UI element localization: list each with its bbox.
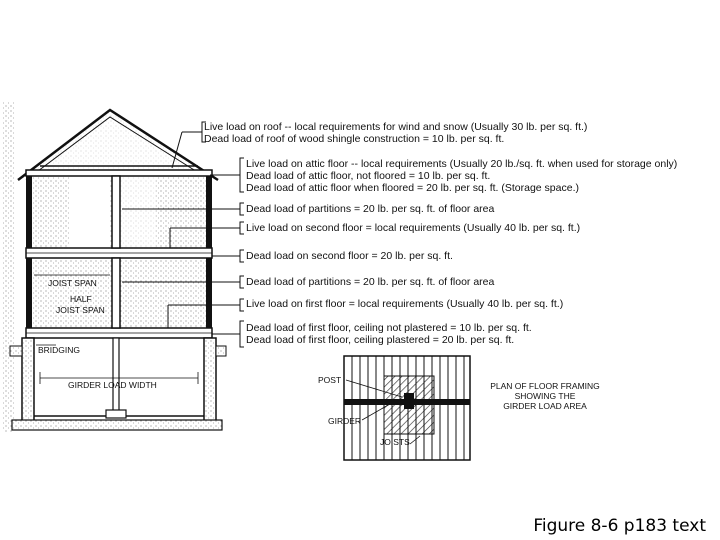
note-attic-dead-unfloored: Dead load of attic floor, not floored = 10 lb. per sq. ft.: [246, 170, 491, 182]
note-roof-dead: Dead load of roof of wood shingle construction = 10 lb. per sq. ft.: [204, 133, 505, 145]
note-first-dead-plastered: Dead load of first floor, ceiling plastered = 20 lb. per sq. ft.: [246, 334, 515, 346]
label-bridging: BRIDGING: [38, 345, 81, 355]
edge-strip: [2, 102, 14, 432]
label-girder-load-width: GIRDER LOAD WIDTH: [68, 380, 157, 390]
note-first-dead-not-plastered: Dead load of first floor, ceiling not plastered = 10 lb. per sq. ft.: [246, 322, 532, 334]
note-attic-dead-floored: Dead load of attic floor when floored = 20 lb. per sq. ft. (Storage space.): [246, 182, 579, 194]
note-second-live: Live load on second floor = local requirements (Usually 40 lb. per sq. ft.): [246, 222, 581, 234]
label-half: HALF: [70, 294, 92, 304]
note-roof-live: Live load on roof -- local requirements for wind and snow (Usually 30 lb. per sq. ft.): [204, 121, 588, 133]
label-post: POST: [318, 375, 342, 385]
plan-title-line-3: GIRDER LOAD AREA: [503, 401, 587, 411]
plan-title-line-2: SHOWING THE: [514, 391, 576, 401]
label-half-joist-span: JOIST SPAN: [56, 305, 105, 315]
label-joists: JOISTS: [380, 437, 410, 447]
note-partitions-upper: Dead load of partitions = 20 lb. per sq. ft. of floor area: [246, 203, 495, 215]
plan-title: [470, 381, 620, 411]
plan-title-line-1: PLAN OF FLOOR FRAMING: [490, 381, 600, 391]
note-partitions-lower: Dead load of partitions = 20 lb. per sq. ft. of floor area: [246, 276, 495, 288]
note-attic-live: Live load on attic floor -- local requirements (Usually 20 lb./sq. ft. when used for storage only): [246, 158, 678, 170]
figure-caption: Figure 8-6 p183 text: [533, 516, 706, 536]
label-joist-span: JOIST SPAN: [48, 278, 97, 288]
note-first-live: Live load on first floor = local requirements (Usually 40 lb. per sq. ft.): [246, 298, 564, 310]
note-second-dead: Dead load on second floor = 20 lb. per sq. ft.: [246, 250, 453, 262]
label-girder: GIRDER: [328, 416, 362, 426]
